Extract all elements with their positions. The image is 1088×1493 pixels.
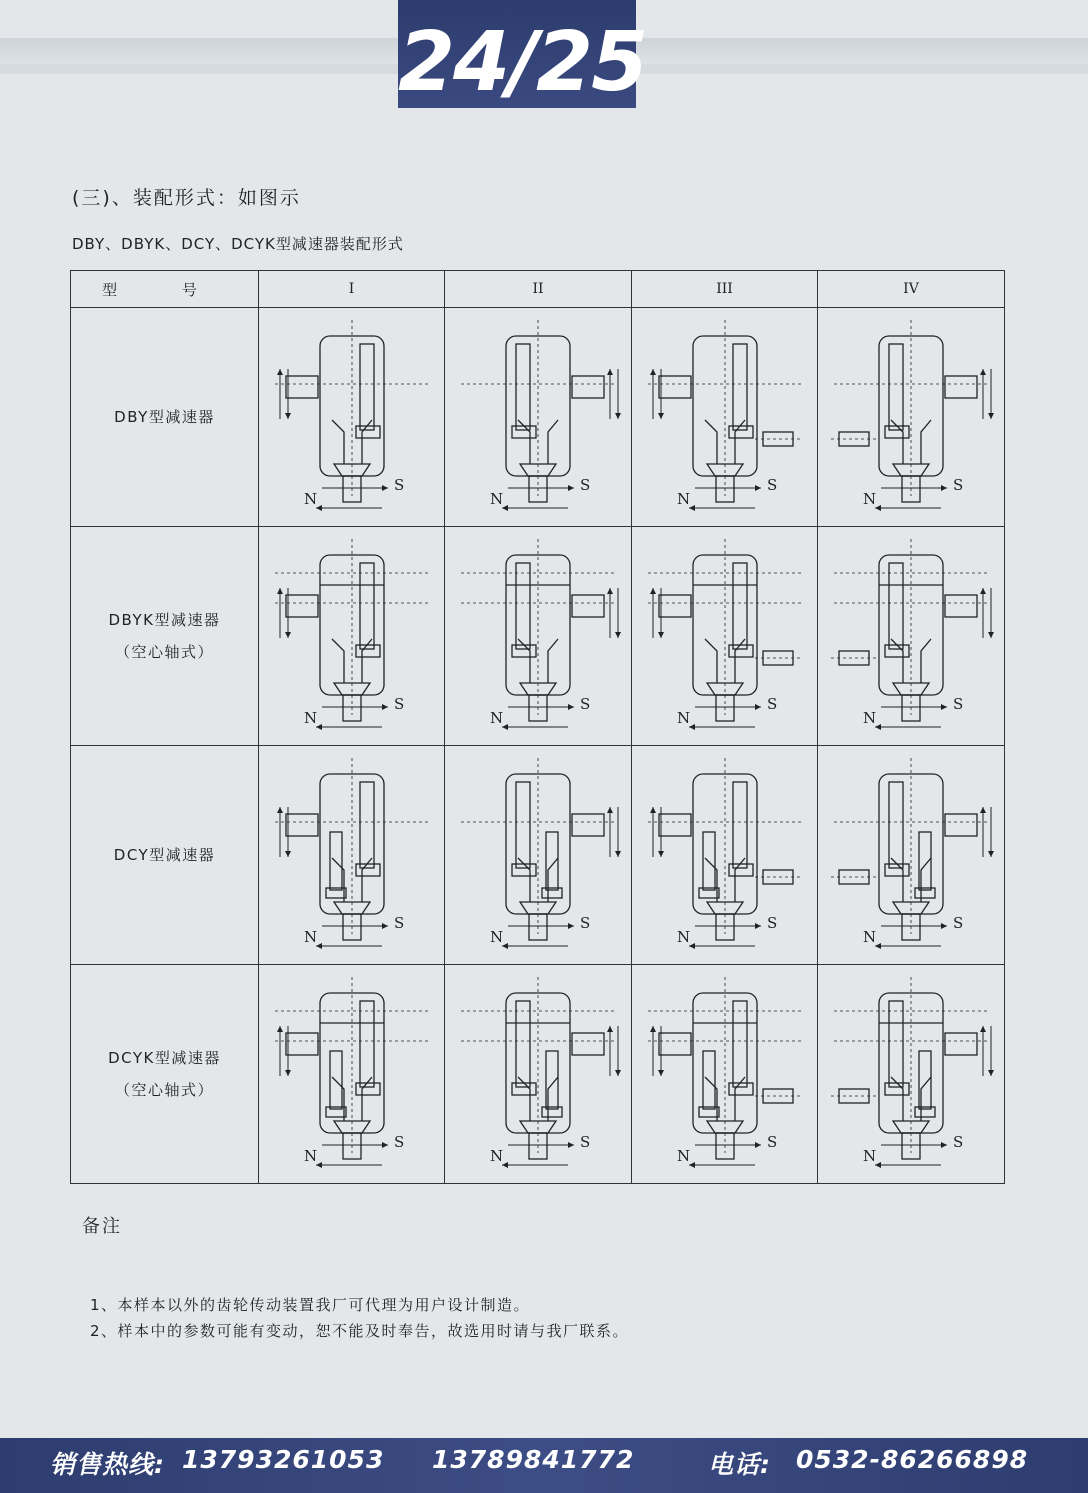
svg-text:S: S <box>953 476 964 494</box>
svg-text:S: S <box>393 476 404 494</box>
gearbox-diagram <box>826 533 996 739</box>
svg-text:N: N <box>863 490 877 508</box>
svg-text:N: N <box>490 490 504 508</box>
footer-phone-2: 13789841772 <box>432 1445 635 1474</box>
gearbox-diagram <box>453 971 623 1177</box>
table-row <box>71 746 1005 965</box>
svg-text:N: N <box>490 928 504 946</box>
gearbox-diagram <box>267 314 437 520</box>
note-item-1: 1、本样本以外的齿轮传动装置我厂可代理为用户设计制造。 <box>90 1296 531 1314</box>
diagram-cell <box>259 746 445 965</box>
assembly-table <box>70 270 1005 1184</box>
diagram-cell <box>632 308 818 527</box>
table-header-row <box>71 271 1005 308</box>
table-row <box>71 308 1005 527</box>
diagram-cell <box>445 527 632 746</box>
svg-text:S: S <box>766 914 777 932</box>
svg-text:N: N <box>303 1147 317 1165</box>
svg-text:S: S <box>393 914 404 932</box>
row-label-dcyk: DCYK型减速器 （空心轴式） <box>71 965 259 1184</box>
svg-text:N: N <box>863 928 877 946</box>
svg-text:N: N <box>303 490 317 508</box>
diagram-cell <box>818 746 1005 965</box>
svg-text:N: N <box>303 709 317 727</box>
gearbox-diagram <box>826 971 996 1177</box>
svg-text:S: S <box>580 476 591 494</box>
gearbox-diagram <box>453 533 623 739</box>
row-label-dbyk: DBYK型减速器 （空心轴式） <box>71 527 259 746</box>
svg-text:N: N <box>676 709 690 727</box>
gearbox-diagram <box>640 533 810 739</box>
svg-text:S: S <box>953 695 964 713</box>
diagram-cell <box>818 308 1005 527</box>
header-col-2: II <box>445 271 632 308</box>
footer-tel: 0532-86266898 <box>796 1445 1029 1474</box>
svg-text:S: S <box>393 1133 404 1151</box>
svg-text:S: S <box>953 1133 964 1151</box>
table-row <box>71 965 1005 1184</box>
svg-text:S: S <box>953 914 964 932</box>
header-col-3: III <box>632 271 818 308</box>
row-label-dcy: DCY型减速器 <box>71 746 259 965</box>
table-subtitle: DBY、DBYK、DCY、DCYK型减速器装配形式 <box>72 235 404 253</box>
footer-hotline-label: 销售热线: <box>50 1450 165 1479</box>
note-item-2: 2、样本中的参数可能有变动，恕不能及时奉告，故选用时请与我厂联系。 <box>90 1322 630 1340</box>
gearbox-diagram <box>826 314 996 520</box>
footer-phone-1: 13793261053 <box>182 1445 385 1474</box>
header-model: 型 号 <box>71 271 259 308</box>
diagram-cell <box>445 308 632 527</box>
svg-text:N: N <box>676 490 690 508</box>
page-number: 24/25 <box>398 15 647 110</box>
header-col-4: IV <box>818 271 1005 308</box>
diagram-cell <box>259 965 445 1184</box>
header-col-1: I <box>259 271 445 308</box>
svg-text:N: N <box>676 1147 690 1165</box>
gearbox-diagram <box>640 971 810 1177</box>
svg-text:S: S <box>766 476 777 494</box>
gearbox-diagram <box>826 752 996 958</box>
svg-text:N: N <box>303 928 317 946</box>
gearbox-diagram <box>640 314 810 520</box>
row-label-dby: DBY型减速器 <box>71 308 259 527</box>
diagram-cell <box>445 746 632 965</box>
gearbox-diagram <box>267 752 437 958</box>
svg-text:S: S <box>580 914 591 932</box>
footer-tel-label: 电话: <box>708 1450 771 1479</box>
svg-text:S: S <box>580 695 591 713</box>
diagram-cell <box>632 527 818 746</box>
svg-text:N: N <box>863 709 877 727</box>
svg-text:S: S <box>580 1133 591 1151</box>
diagram-cell <box>632 746 818 965</box>
diagram-cell <box>632 965 818 1184</box>
diagram-cell <box>259 527 445 746</box>
gearbox-diagram <box>453 314 623 520</box>
gearbox-diagram <box>267 971 437 1177</box>
gearbox-diagram <box>640 752 810 958</box>
gearbox-diagram <box>267 533 437 739</box>
diagram-cell <box>818 965 1005 1184</box>
diagram-cell <box>259 308 445 527</box>
gearbox-diagram <box>453 752 623 958</box>
svg-text:N: N <box>490 1147 504 1165</box>
svg-text:S: S <box>766 695 777 713</box>
notes-title: 备注 <box>82 1216 122 1237</box>
svg-text:N: N <box>490 709 504 727</box>
svg-text:N: N <box>676 928 690 946</box>
svg-text:S: S <box>393 695 404 713</box>
diagram-cell <box>445 965 632 1184</box>
svg-text:N: N <box>863 1147 877 1165</box>
diagram-cell <box>818 527 1005 746</box>
section-title: (三)、装配形式：如图示 <box>72 187 301 209</box>
svg-text:S: S <box>766 1133 777 1151</box>
table-row <box>71 527 1005 746</box>
